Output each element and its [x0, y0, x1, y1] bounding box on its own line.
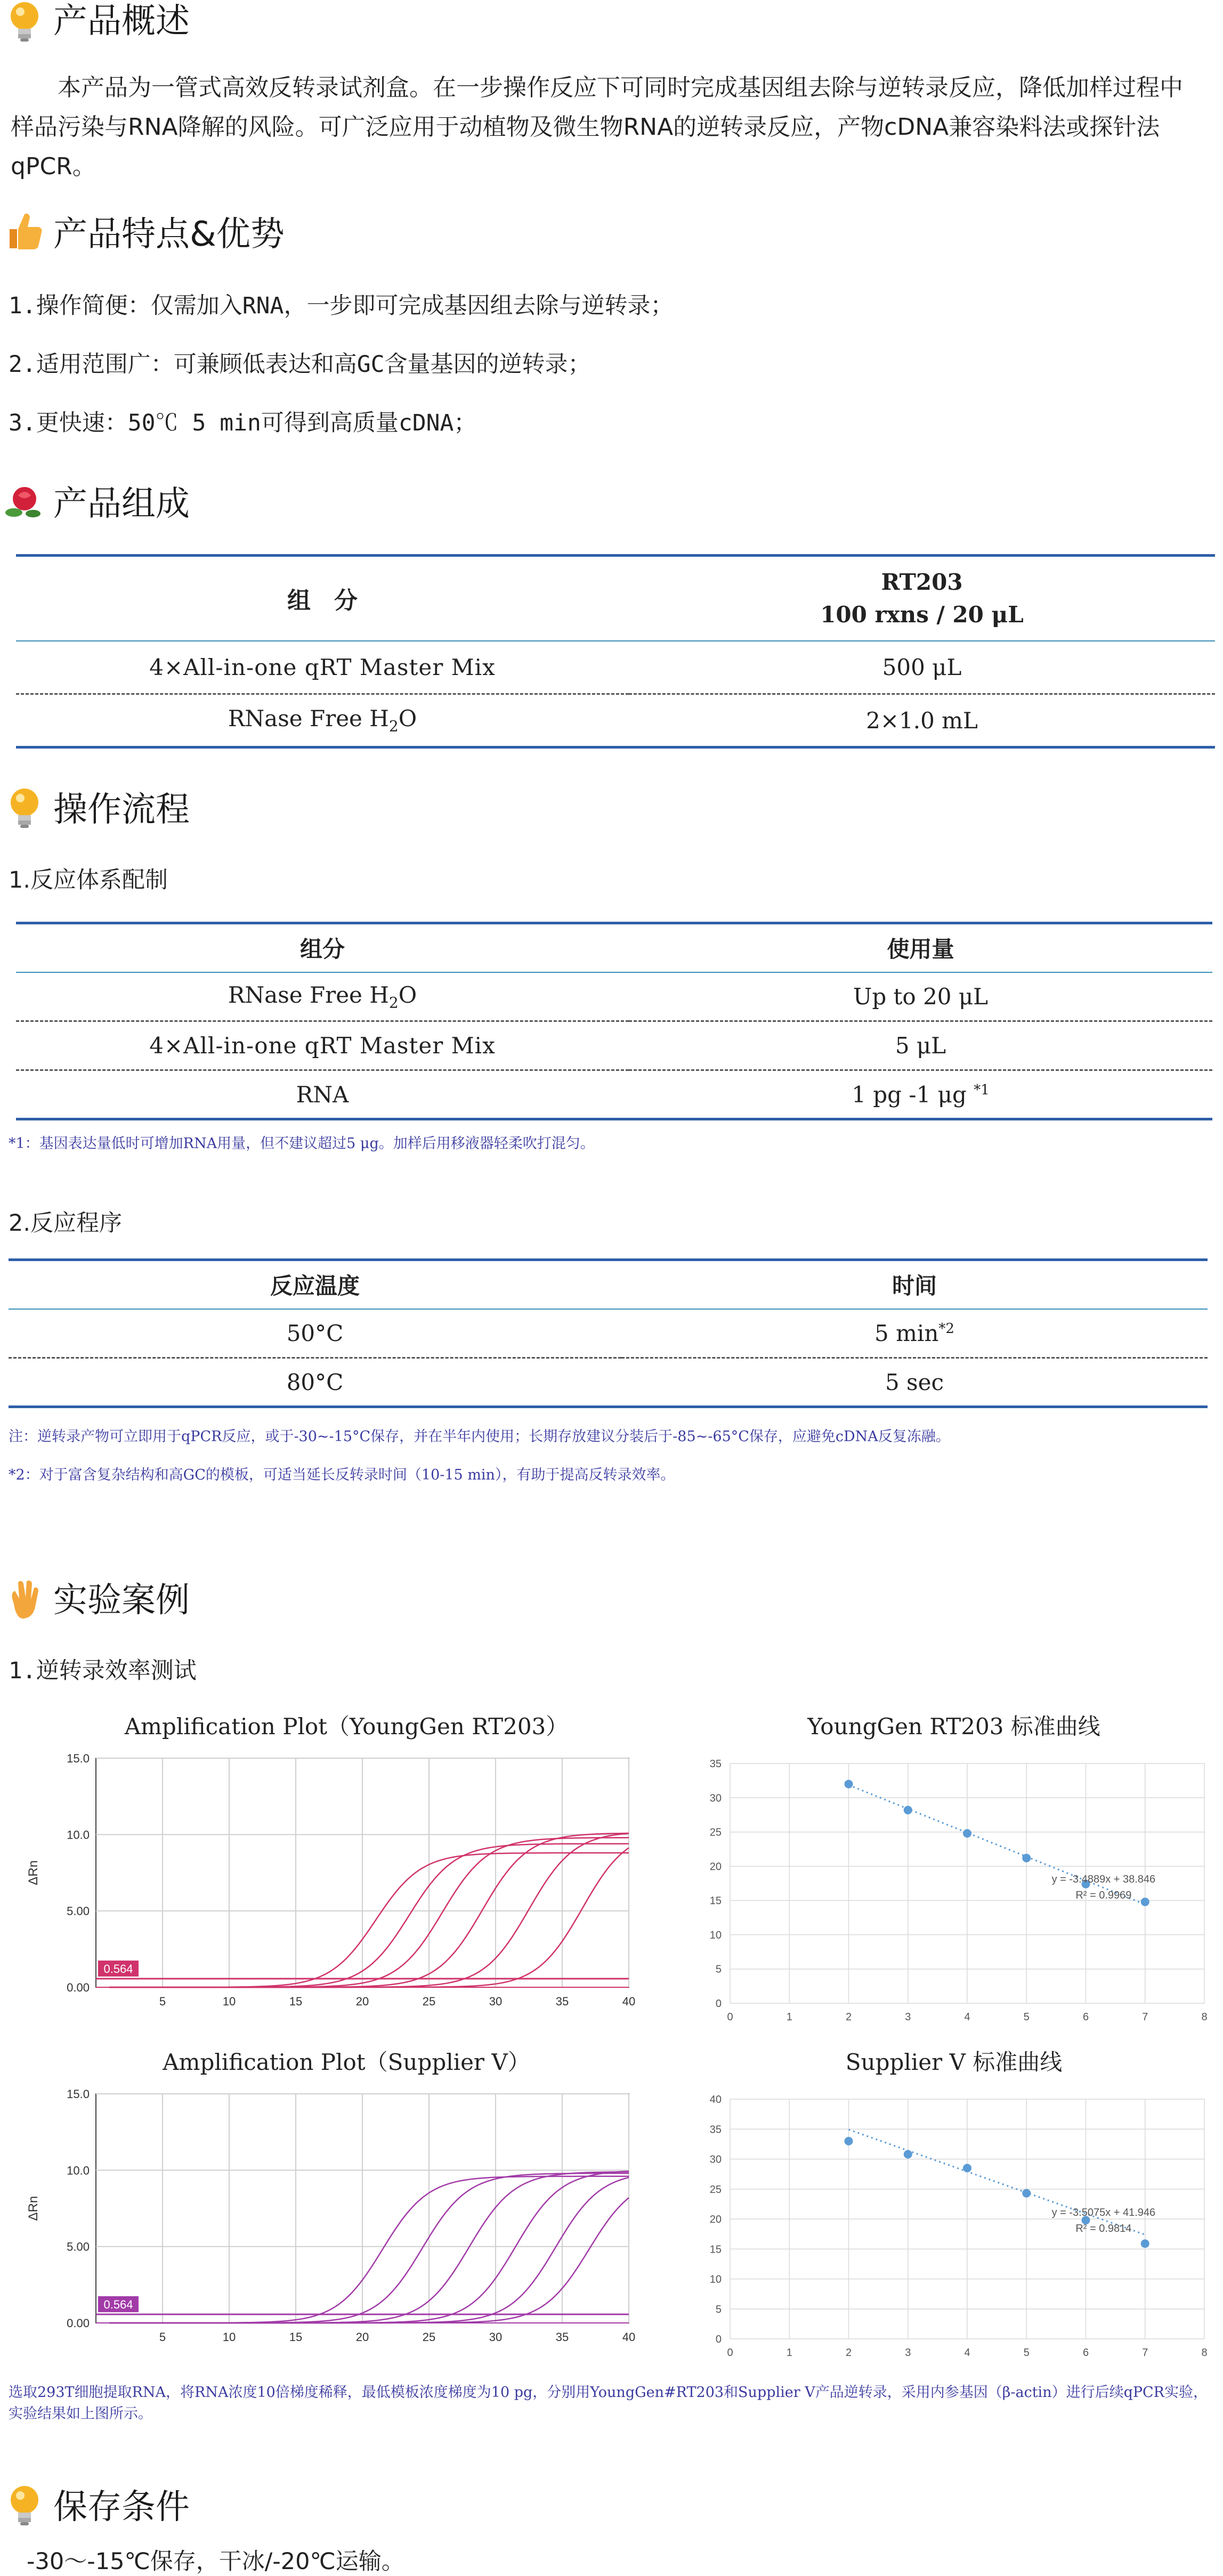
- data-point: [1022, 1854, 1031, 1862]
- y-tick-label: 10.0: [67, 2164, 90, 2177]
- section-title-procedure: 操作流程: [53, 790, 190, 830]
- section-title-overview: 产品概述: [53, 2, 190, 41]
- lightbulb-icon: [4, 2484, 45, 2530]
- program-row-time: 5 sec: [885, 1369, 944, 1395]
- x-tick-label: 30: [489, 2330, 503, 2344]
- setup-header-amount: 使用量: [887, 936, 954, 963]
- y-tick-label: 0.00: [67, 1981, 90, 1994]
- composition-header-product: [629, 556, 1215, 641]
- setup-row-amount: 1 pg -1 μg $^{*1}$: [852, 1081, 990, 1108]
- section-title-cases: 实验案例: [53, 1581, 190, 1620]
- y-tick-label: 35: [709, 1758, 722, 1770]
- y-tick-label: 30: [709, 2154, 722, 2166]
- x-tick-label: 7: [1142, 2011, 1148, 2023]
- x-tick-label: 15: [289, 1995, 303, 2008]
- data-point: [904, 1806, 912, 1814]
- x-tick-label: 1: [786, 2347, 792, 2359]
- x-tick-label: 35: [555, 1995, 569, 2008]
- x-tick-label: 40: [622, 2330, 636, 2344]
- y-tick-label: 15: [709, 1895, 722, 1907]
- y-tick-label: 5: [715, 2303, 722, 2315]
- standard-curve-rt203: [693, 1753, 1215, 2030]
- trend-equation: y = -3.5075x + 41.946: [1051, 2206, 1156, 2219]
- y-tick-label: 5: [715, 1963, 722, 1976]
- rose-icon: [4, 480, 45, 525]
- y-axis-label: ΔRn: [26, 2196, 41, 2221]
- setup-row-name: RNase Free $H_2O$: [228, 981, 417, 1011]
- y-tick-label: 10: [709, 2273, 722, 2286]
- thumbs-up-icon: [4, 208, 45, 254]
- trend-equation: y = -3.4889x + 38.846: [1051, 1873, 1156, 1886]
- section-title-storage: 保存条件: [53, 2488, 190, 2527]
- data-point: [1141, 1898, 1149, 1906]
- section-title-composition: 产品组成: [53, 484, 190, 524]
- y-axis-label: ΔRn: [26, 1860, 41, 1886]
- program-row: [9, 1309, 1208, 1358]
- x-tick-label: 3: [905, 2347, 911, 2359]
- composition-row-name: 4×All-in-one qRT Master Mix: [149, 654, 496, 680]
- procedure-step-2: 2.反应程序: [9, 1210, 123, 1237]
- composition-row-name: RNase Free $H_2O$: [228, 705, 417, 735]
- threshold-label: 0.564: [103, 2297, 133, 2311]
- composition-row: [16, 641, 1215, 694]
- x-tick-label: 2: [845, 2347, 852, 2359]
- data-point: [1022, 2189, 1031, 2198]
- y-tick-label: 15.0: [67, 2089, 90, 2101]
- chart-title-amp-rt203: Amplification Plot（YoungGen RT203）: [124, 1713, 569, 1740]
- x-tick-label: 6: [1082, 2347, 1089, 2359]
- lightbulb-icon: [4, 786, 45, 832]
- feature-item-2: 2.适用范围广：可兼顾低表达和高GC含量基因的逆转录；: [9, 351, 591, 378]
- experiment-caption-line2: 实验结果如上图所示。: [9, 2406, 152, 2422]
- composition-row-amount: 2×1.0 mL: [866, 707, 978, 734]
- overview-paragraph-line2: 样品污染与RNA降解的风险。可广泛应用于动植物及微生物RNA的逆转录反应，产物cDNA兼容染料法或探针法qPCR。: [11, 113, 1160, 180]
- x-tick-label: 7: [1142, 2347, 1148, 2359]
- y-tick-label: 5.00: [67, 1904, 90, 1918]
- reaction-setup-table: [16, 922, 1212, 1120]
- y-tick-label: 0: [715, 2334, 722, 2345]
- y-tick-label: 0.00: [67, 2317, 90, 2330]
- x-tick-label: 10: [222, 1995, 236, 2008]
- y-tick-label: 10: [709, 1929, 722, 1941]
- setup-row-name: 4×All-in-one qRT Master Mix: [149, 1033, 496, 1059]
- composition-header-spec: 100 rxns / 20 μL: [820, 602, 1024, 628]
- program-header-temp: 反应温度: [270, 1273, 360, 1299]
- x-tick-label: 4: [964, 2347, 970, 2359]
- program-row: [9, 1358, 1208, 1407]
- setup-row-amount: 5 μL: [895, 1033, 946, 1059]
- hand-icon: [4, 1577, 45, 1623]
- cases-subtitle: 1.逆转录效率测试: [9, 1657, 197, 1684]
- x-tick-label: 2: [845, 2011, 852, 2023]
- x-tick-label: 20: [355, 1995, 369, 2008]
- data-point: [845, 1780, 853, 1789]
- y-tick-label: 10.0: [67, 1828, 90, 1842]
- trendline: [849, 1785, 1145, 1904]
- x-tick-label: 0: [727, 2347, 733, 2359]
- footnote-2: *2：对于富含复杂结构和高GC的模板，可适当延长反转录时间（10-15 min），有助于提高反转录效率。: [9, 1467, 675, 1483]
- x-tick-label: 8: [1201, 2347, 1208, 2359]
- x-tick-label: 10: [222, 2330, 236, 2344]
- x-tick-label: 20: [355, 2330, 369, 2344]
- x-tick-label: 8: [1201, 2011, 1208, 2023]
- x-tick-label: 3: [905, 2011, 911, 2023]
- procedure-step-1: 1.反应体系配制: [9, 867, 168, 893]
- footnote-storage-note: 注：逆转录产物可立即用于qPCR反应，或于-30~-15°C保存，并在半年内使用；长期存放建议分装后于-85~-65°C保存，应避免cDNA反复冻融。: [9, 1428, 950, 1445]
- reaction-program-table: [9, 1258, 1208, 1408]
- x-tick-label: 5: [1023, 2011, 1030, 2023]
- y-tick-label: 20: [709, 2214, 722, 2225]
- x-tick-label: 4: [964, 2011, 970, 2023]
- x-tick-label: 40: [622, 1995, 636, 2008]
- feature-item-1: 1.操作简便：仅需加入RNA，一步即可完成基因组去除与逆转录；: [9, 292, 674, 319]
- threshold-label: 0.564: [103, 1962, 133, 1976]
- footnote-1: *1：基因表达量低时可增加RNA用量，但不建议超过5 μg。加样后用移液器轻柔吹打混匀。: [9, 1135, 595, 1152]
- y-tick-label: 25: [709, 1826, 722, 1839]
- setup-row-name: RNA: [296, 1081, 349, 1108]
- program-row-temp: 50°C: [286, 1320, 344, 1346]
- section-title-features: 产品特点&优势: [53, 215, 285, 254]
- x-tick-label: 6: [1082, 2011, 1089, 2023]
- x-tick-label: 35: [555, 2330, 569, 2344]
- composition-header-component: 组 分: [287, 587, 358, 615]
- y-tick-label: 20: [709, 1860, 722, 1873]
- data-point: [845, 2137, 853, 2146]
- composition-row-amount: 500 μL: [882, 654, 962, 680]
- trend-r-squared: R² = 0.9969: [1075, 1889, 1132, 1901]
- storage-text: -30～-15℃保存，干冰/-20℃运输。: [27, 2548, 404, 2575]
- x-tick-label: 1: [786, 2011, 792, 2023]
- y-tick-label: 25: [709, 2183, 722, 2196]
- data-point: [963, 1829, 971, 1838]
- amplification-plot-rt203: [21, 1753, 650, 2030]
- y-tick-label: 40: [709, 2094, 722, 2106]
- setup-row-amount: Up to 20 μL: [853, 983, 989, 1010]
- composition-table: [16, 554, 1215, 749]
- setup-row: [16, 972, 1212, 1021]
- setup-header-component: 组分: [299, 936, 345, 963]
- y-tick-label: 15.0: [67, 1753, 90, 1765]
- data-point: [904, 2150, 912, 2159]
- trend-r-squared: R² = 0.9814: [1075, 2222, 1132, 2234]
- composition-header-product-name: RT203: [881, 569, 963, 596]
- x-tick-label: 15: [289, 2330, 303, 2344]
- x-tick-label: 30: [489, 1995, 503, 2008]
- y-tick-label: 5.00: [67, 2240, 90, 2254]
- program-row-temp: 80°C: [286, 1369, 344, 1395]
- overview-paragraph-line1: 本产品为一管式高效反转录试剂盒。在一步操作反应下可同时完成基因组去除与逆转录反应，降低加样过程中: [58, 74, 1183, 101]
- x-tick-label: 5: [1023, 2347, 1030, 2359]
- y-tick-label: 15: [709, 2244, 722, 2256]
- program-row-time: 5 $\min^{*2}$: [874, 1320, 954, 1346]
- chart-title-std-rt203: YoungGen RT203 标准曲线: [807, 1713, 1100, 1740]
- lightbulb-icon: [4, 0, 45, 46]
- x-tick-label: 5: [159, 1995, 166, 2008]
- composition-row: [16, 694, 1215, 747]
- chart-title-std-supplier: Supplier V 标准曲线: [845, 2049, 1063, 2075]
- chart-title-amp-supplier: Amplification Plot（Supplier V）: [163, 2049, 530, 2075]
- standard-curve-supplier: [693, 2089, 1215, 2366]
- y-tick-label: 0: [715, 1998, 722, 2010]
- experiment-caption-line1: 选取293T细胞提取RNA，将RNA浓度10倍梯度稀释，最低模板浓度梯度为10 pg，分别用YoungGen#RT203和Supplier V产品逆转录，采用内参基因（β-actin）进行后续qPCR实验，: [9, 2384, 1208, 2401]
- setup-row: [16, 1021, 1212, 1070]
- x-tick-label: 5: [159, 2330, 166, 2344]
- x-tick-label: 25: [422, 2330, 436, 2344]
- data-point: [963, 2164, 971, 2172]
- x-tick-label: 0: [727, 2011, 733, 2023]
- y-tick-label: 35: [709, 2124, 722, 2136]
- feature-item-3: 3.更快速：50℃ 5 min可得到高质量cDNA；: [9, 410, 477, 436]
- data-point: [1141, 2239, 1149, 2248]
- y-tick-label: 30: [709, 1792, 722, 1805]
- amplification-plot-supplier: [21, 2089, 650, 2366]
- setup-row: [16, 1070, 1212, 1119]
- x-tick-label: 25: [422, 1995, 436, 2008]
- program-header-time: 时间: [892, 1273, 937, 1299]
